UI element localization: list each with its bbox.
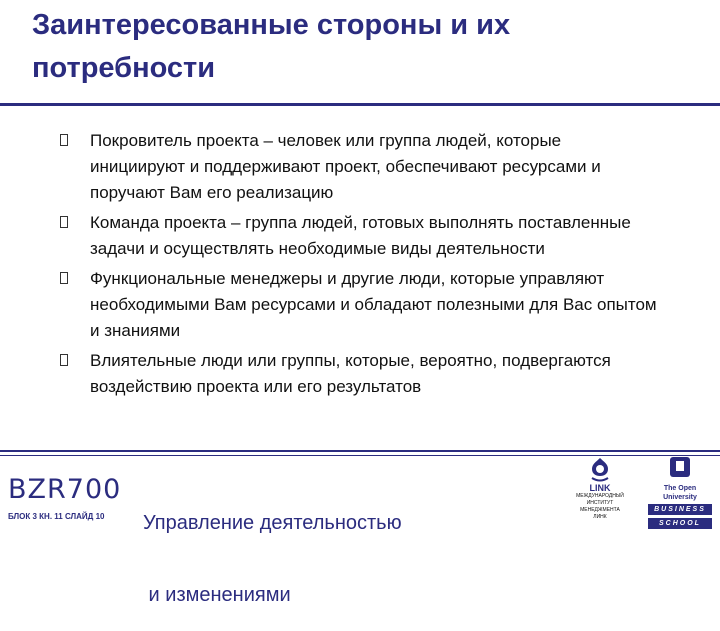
bullet-text: Команда проекта – группа людей, готовых выполнять поставленные задачи и осуществлять необходимые виды деятельности: [90, 213, 631, 258]
ou-logo-line-1: The Open: [663, 485, 697, 492]
link-logo-name: LINK: [589, 483, 611, 493]
slide-reference: БЛОК 3 КН. 11 СЛАЙД 10: [8, 512, 105, 521]
footer-divider: [0, 450, 720, 452]
school-label: SCHOOL: [648, 518, 712, 529]
bullet-item: [60, 210, 660, 262]
course-title-line-2: и изменениями: [143, 584, 291, 606]
bullet-marker-icon: [60, 134, 68, 146]
bullet-marker-icon: [60, 216, 68, 228]
ou-shield-icon: [648, 456, 712, 478]
business-label: BUSINESS: [648, 504, 712, 515]
link-institute-logo: [568, 456, 632, 530]
course-title-line-1: Управление деятельностью: [143, 512, 402, 534]
bullet-list: [60, 128, 660, 404]
link-logo-sub-1: МЕЖДУНАРОДНЫЙ: [576, 493, 624, 499]
bullet-item: [60, 348, 660, 400]
link-logo-sub-2: ИНСТИТУТ: [586, 500, 614, 506]
slide-title: [32, 4, 692, 90]
bullet-item: [60, 128, 660, 206]
bullet-text: Влиятельные люди или группы, которые, вероятно, подвергаются воздействию проекта или его результатов: [90, 351, 611, 396]
open-university-logo: [648, 456, 712, 532]
course-code: BZR700: [8, 474, 122, 505]
bullet-item: [60, 266, 660, 344]
bullet-text: Покровитель проекта – человек или группа людей, которые инициируют и поддерживают проект, обеспечивают ресурсами и поручают Вам его реализацию: [90, 131, 601, 202]
course-title: [143, 463, 473, 631]
bullet-marker-icon: [60, 272, 68, 284]
link-logo-sub-3: МЕНЕДЖМЕНТА: [580, 507, 620, 513]
title-line-2: потребности: [32, 52, 216, 84]
bullet-marker-icon: [60, 354, 68, 366]
link-logo-sub-4: ЛИНК: [593, 514, 607, 520]
title-divider: [0, 103, 720, 106]
bullet-text: Функциональные менеджеры и другие люди, которые управляют необходимыми Вам ресурсами и обладают полезными для Вас опытом и знаниями: [90, 269, 657, 340]
ou-logo-line-2: University: [663, 494, 697, 501]
link-emblem-icon: [586, 456, 614, 484]
title-line-1: Заинтересованные стороны и их: [32, 9, 511, 41]
